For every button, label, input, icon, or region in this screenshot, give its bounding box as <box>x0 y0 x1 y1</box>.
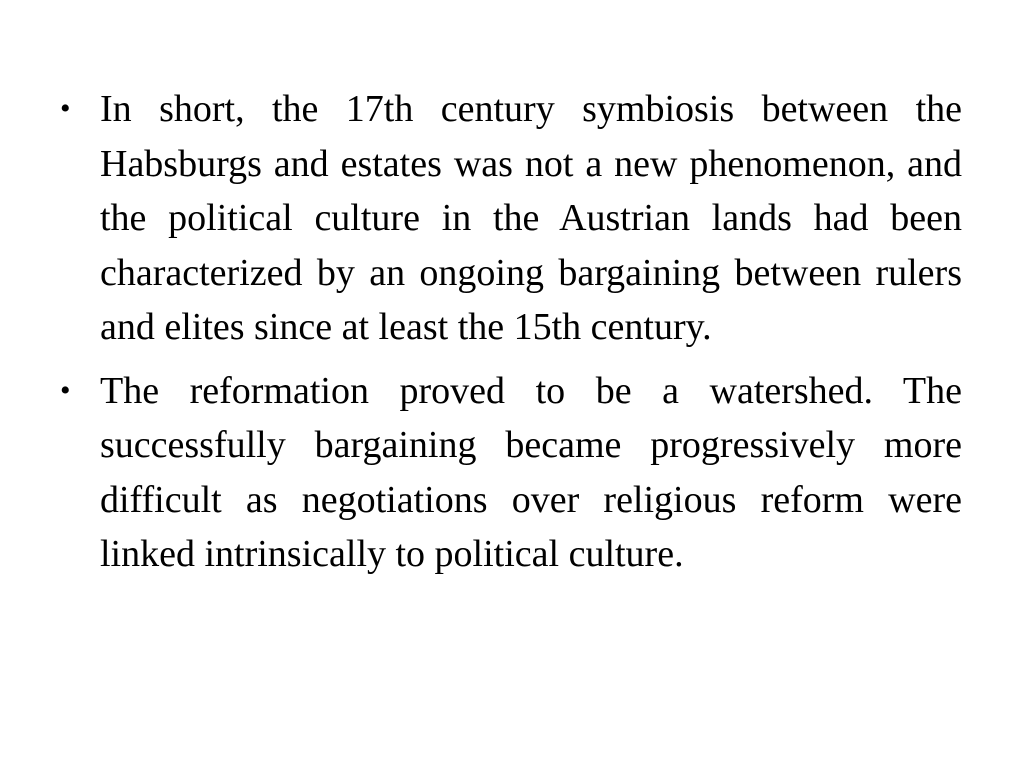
bullet-item <box>60 82 962 355</box>
bullet-item <box>60 364 962 582</box>
bullet-list <box>60 82 962 591</box>
bullet-icon: • <box>60 373 71 407</box>
bullet-text: In short, the 17th century symbiosis between the Habsburgs and estates was not a new phenomenon, and the political culture in the Austrian lands had been characterized by an ongoing bargaining between rulers and elites since at least the 15th century. <box>100 88 962 348</box>
bullet-text: The reformation proved to be a watershed. The successfully bargaining became progressively more difficult as negotiations over religious reform were linked intrinsically to political culture. <box>100 369 962 575</box>
bullet-icon: • <box>60 92 71 125</box>
